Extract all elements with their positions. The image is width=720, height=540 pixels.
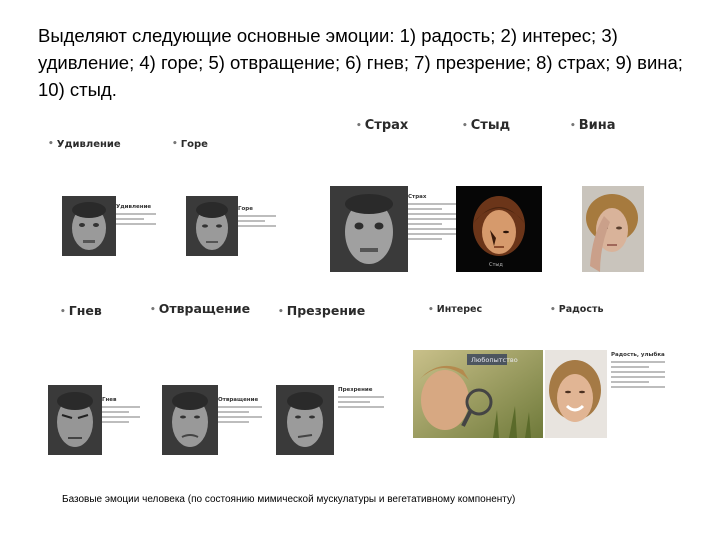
face-photo-contempt (276, 385, 334, 455)
figure-caption: Базовые эмоции человека (по состоянию мимической мускулатуры и вегетативному компоненту) (62, 494, 516, 505)
label-interest: • Интерес (428, 304, 483, 315)
face-photo-disgust (162, 385, 218, 455)
annotation-surprise: Удивление (116, 204, 156, 244)
figure-surprise (62, 196, 157, 256)
figure-disgust (162, 385, 262, 455)
annotation-shame: Стыд (489, 262, 503, 268)
figure-guilt (582, 186, 644, 272)
label-surprise: • Удивление (48, 139, 121, 150)
label-shame: • Стыд (462, 118, 511, 133)
label-grief: • Горе (172, 139, 208, 150)
figure-joy (545, 350, 665, 438)
annotation-disgust: Отвращение (218, 397, 262, 443)
figure-interest (413, 350, 543, 438)
slide-heading: Выделяют следующие основные эмоции: 1) радость; 2) интерес; 3) удивление; 4) горе; 5) отвращение; 6) гнев; 7) презрение; 8) страх; 9) вина; 10) стыд. (38, 25, 683, 100)
photo-interest (413, 350, 543, 438)
face-photo-guilt (582, 186, 644, 272)
annotation-grief: Горе (238, 206, 276, 246)
annotation-joy: Радость, улыбка (611, 352, 665, 418)
label-contempt: • Презрение (278, 303, 366, 318)
annotation-contempt: Презрение (338, 387, 384, 427)
face-illustration-shame (456, 186, 542, 272)
annotation-fear: Страх (408, 194, 456, 270)
label-guilt: • Вина (570, 118, 616, 133)
annotation-anger: Гнев (102, 397, 140, 443)
face-photo-fear (330, 186, 408, 272)
label-anger: • Гнев (60, 303, 102, 318)
figure-contempt (276, 385, 386, 455)
face-photo-surprise (62, 196, 116, 256)
figure-shame (456, 186, 542, 272)
face-photo-joy (545, 350, 607, 438)
figure-anger (48, 385, 140, 455)
face-photo-anger (48, 385, 102, 455)
label-fear: • Страх (356, 118, 409, 133)
label-disgust: • Отвращение (150, 301, 251, 316)
label-joy: • Радость (550, 304, 604, 315)
figure-fear (330, 186, 456, 272)
face-photo-grief (186, 196, 238, 256)
figure-grief (186, 196, 276, 256)
annotation-interest: Любопытство (471, 356, 518, 364)
